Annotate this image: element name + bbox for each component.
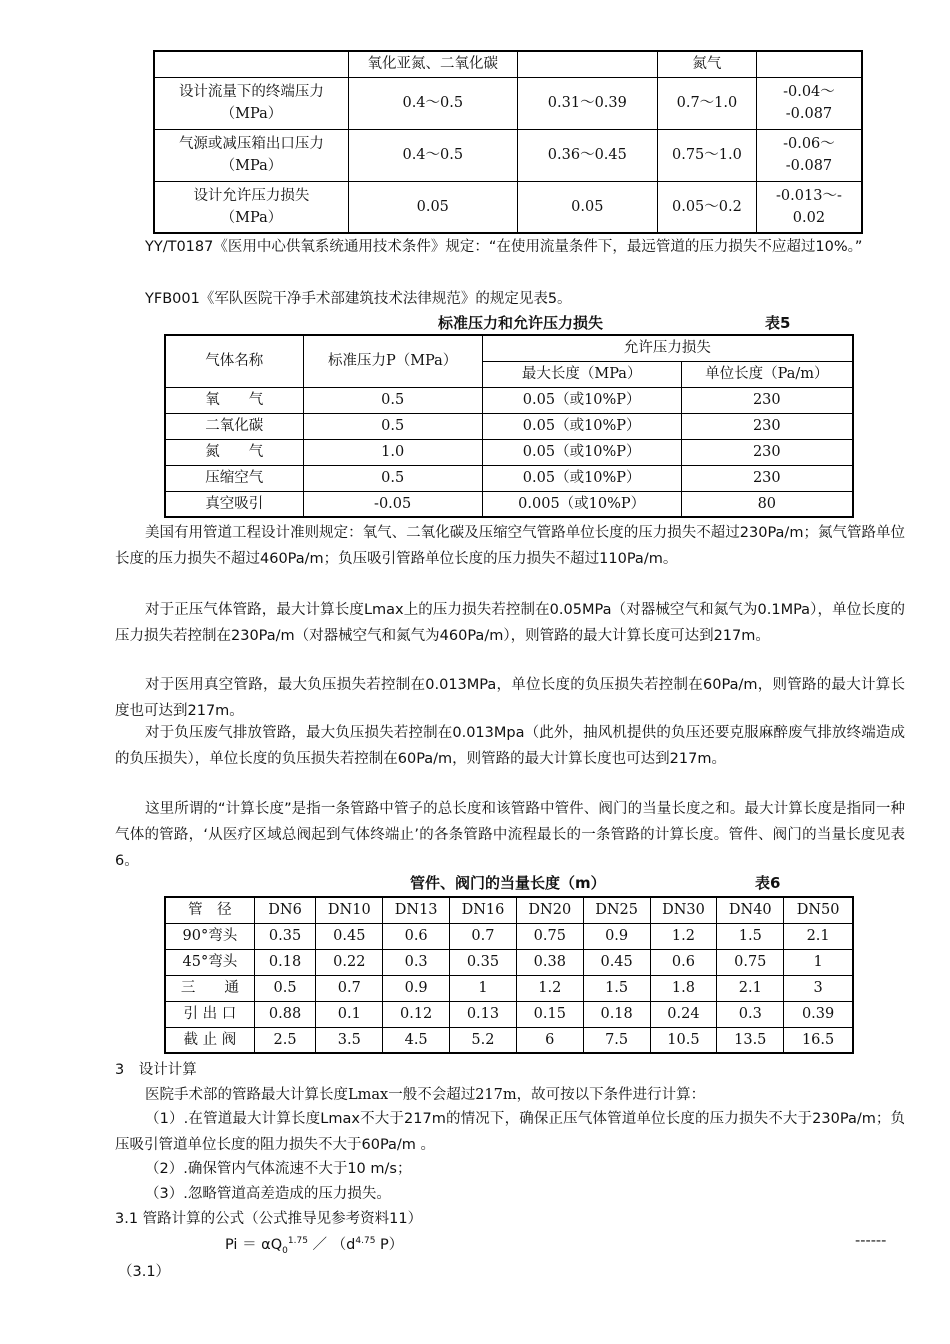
table-row	[154, 181, 862, 233]
table-cell: 1.2	[516, 975, 583, 1001]
table-cell: 0.05～0.2	[657, 181, 756, 233]
table-cell: 0.24	[650, 1001, 717, 1027]
table-cell: 0.9	[383, 975, 450, 1001]
table-cell: 0.05（或10%P）	[482, 387, 681, 413]
table-cell: 13.5	[717, 1027, 784, 1053]
table5-number: 表5	[765, 314, 791, 332]
table-row	[165, 975, 853, 1001]
row-label: 设计流量下的终端压力 （MPa）	[154, 77, 348, 129]
list-item-1: （1）.在管道最大计算长度Lmax不大于217m的情况下，确保正压气体管道单位长度的压力损失不大于230Pa/m；负压吸引管道单位长度的阻力损失不大于60Pa/m 。	[115, 1111, 905, 1153]
table-cell: 0.5	[303, 465, 482, 491]
table-cell: 0.5	[303, 413, 482, 439]
table-cell: 0.5	[254, 975, 316, 1001]
table5-header-max: 最大长度（MPa）	[482, 361, 681, 387]
table-cell: 0.05（或10%P）	[482, 465, 681, 491]
table-row	[165, 1027, 853, 1053]
table-cell: -0.05	[303, 491, 482, 517]
table-row	[165, 491, 853, 517]
table-cell: 3	[784, 975, 853, 1001]
top-table	[153, 50, 863, 234]
table-cell: 0.88	[254, 1001, 316, 1027]
table-row	[165, 1001, 853, 1027]
table-cell: 230	[681, 439, 853, 465]
table-cell: 1	[784, 949, 853, 975]
table-cell: 0.05（或10%P）	[482, 413, 681, 439]
table-cell: 0.05（或10%P）	[482, 439, 681, 465]
paragraph-us-guideline: 美国有用管道工程设计准则规定：氧气、二氧化碳及压缩空气管路单位长度的压力损失不超过230Pa/m；氮气管路单位长度的压力损失不超过460Pa/m；负压吸引管路单位长度的压力损失不超过110Pa/m。	[115, 525, 905, 567]
table-row	[154, 129, 862, 181]
table-cell: 1	[450, 975, 517, 1001]
table-cell: 0.75～1.0	[657, 129, 756, 181]
section-heading-3-1: 3.1 管路计算的公式（公式推导见参考资料11）	[115, 1211, 423, 1227]
table-cell: 0.9	[583, 923, 650, 949]
row-label: 三 通	[165, 975, 254, 1001]
table-cell: 0.05	[348, 181, 517, 233]
table6-header-cell: DN16	[450, 897, 517, 923]
table-cell: 0.6	[383, 923, 450, 949]
list-item-2: （2）.确保管内气体流速不大于10 m/s；	[145, 1161, 412, 1177]
table-cell: 1.8	[650, 975, 717, 1001]
table5-caption: 标准压力和允许压力损失	[438, 314, 604, 332]
table6-header-cell: DN30	[650, 897, 717, 923]
table6-header-cell: DN10	[316, 897, 383, 923]
table5-header-gas: 气体名称	[165, 335, 303, 387]
table-cell: 7.5	[583, 1027, 650, 1053]
paragraph-vacuum: 对于医用真空管路，最大负压损失若控制在0.013MPa，单位长度的负压损失若控制在60Pa/m，则管路的最大计算长度也可达到217m。	[115, 677, 905, 719]
table-cell: 16.5	[784, 1027, 853, 1053]
table-cell: 1.0	[303, 439, 482, 465]
row-label: 气源或减压箱出口压力 （MPa）	[154, 129, 348, 181]
table-cell: 0.3	[383, 949, 450, 975]
table-cell: -0.04～ -0.087	[756, 77, 862, 129]
table-cell: 2.1	[784, 923, 853, 949]
table-cell: 0.35	[450, 949, 517, 975]
table-cell: 0.36～0.45	[517, 129, 657, 181]
table-cell: 0.1	[316, 1001, 383, 1027]
top-table-header-cell	[154, 51, 348, 77]
table6-header-cell: DN40	[717, 897, 784, 923]
table-cell: 氧 气	[165, 387, 303, 413]
equation-number: （3.1）	[118, 1264, 171, 1280]
paragraph-positive-pressure: 对于正压气体管路，最大计算长度Lmax上的压力损失若控制在0.05MPa（对器械空气和氮气为0.1MPa），单位长度的压力损失若控制在230Pa/m（对器械空气和氮气为460Pa/m），则管路的最大计算长度可达到217m。	[115, 602, 905, 644]
table-cell: 2.5	[254, 1027, 316, 1053]
table-cell: 0.4～0.5	[348, 77, 517, 129]
table-cell: 0.05	[517, 181, 657, 233]
paragraph-yfb001: YFB001《军队医院干净手术部建筑技术法律规范》的规定见表5。	[145, 291, 572, 307]
table-row	[154, 77, 862, 129]
table-cell: 0.35	[254, 923, 316, 949]
table-cell: 230	[681, 387, 853, 413]
table-row	[165, 387, 853, 413]
top-table-header-cell: 氧化亚氮、二氧化碳	[348, 51, 517, 77]
row-label: 引 出 口	[165, 1001, 254, 1027]
row-label: 45°弯头	[165, 949, 254, 975]
table5	[164, 334, 854, 518]
section-heading-3: 3 设计计算	[115, 1062, 197, 1078]
row-label: 设计允许压力损失 （MPa）	[154, 181, 348, 233]
table-cell: 0.7	[450, 923, 517, 949]
table-row	[165, 923, 853, 949]
row-label: 90°弯头	[165, 923, 254, 949]
table6-header-cell: DN25	[583, 897, 650, 923]
table6-header-cell: DN50	[784, 897, 853, 923]
paragraph-calc-conditions: 医院手术部的管路最大计算长度Lmax一般不会超过217m，故可按以下条件进行计算：	[145, 1087, 706, 1103]
table-cell: 0.75	[717, 949, 784, 975]
paragraph-yy-t0187: YY/T0187《医用中心供氧系统通用技术条件》规定：“在使用流量条件下，最远管道的压力损失不应超过10%。”	[145, 239, 863, 255]
table-cell: 230	[681, 413, 853, 439]
formula: $Pi = \alpha Q_0^{1.75}$ ／ （$d^{4.75}$ P）	[225, 1236, 404, 1256]
table-cell: 0.45	[316, 923, 383, 949]
table6-caption: 管件、阀门的当量长度（m）	[410, 874, 606, 892]
top-table-header-cell	[756, 51, 862, 77]
table6-header-cell: 管 径	[165, 897, 254, 923]
table6-header-cell: DN6	[254, 897, 316, 923]
table-cell: 1.2	[650, 923, 717, 949]
table-cell: 0.3	[717, 1001, 784, 1027]
table-cell: 0.7	[316, 975, 383, 1001]
table-cell: -0.06～ -0.087	[756, 129, 862, 181]
table5-header-allow: 允许压力损失	[482, 335, 853, 361]
table-cell: 1.5	[583, 975, 650, 1001]
table-cell: 0.13	[450, 1001, 517, 1027]
table-cell: 0.18	[583, 1001, 650, 1027]
table-cell: -0.013～- 0.02	[756, 181, 862, 233]
table-cell: 80	[681, 491, 853, 517]
top-table-header-cell: 氮气	[657, 51, 756, 77]
table-cell: 二氧化碳	[165, 413, 303, 439]
table5-header-pressure: 标准压力P（MPa）	[303, 335, 482, 387]
table-cell: 0.12	[383, 1001, 450, 1027]
table-cell: 0.6	[650, 949, 717, 975]
table-cell: 0.22	[316, 949, 383, 975]
table-cell: 0.005（或10%P）	[482, 491, 681, 517]
table-cell: 1.5	[717, 923, 784, 949]
table-cell: 压缩空气	[165, 465, 303, 491]
paragraph-calc-length: 这里所谓的“计算长度”是指一条管路中管子的总长度和该管路中管件、阀门的当量长度之和。最大计算长度是指同一种气体的管路，‘从医疗区域总阀起到气体终端止’的各条管路中流程最长的一条管路的计算长度。管件、阀门的当量长度见表6。	[115, 801, 905, 869]
list-item-3: （3）.忽略管道高差造成的压力损失。	[145, 1186, 391, 1202]
table-cell: 0.18	[254, 949, 316, 975]
table-cell: 0.75	[516, 923, 583, 949]
table-cell: 4.5	[383, 1027, 450, 1053]
table-cell: 0.5	[303, 387, 482, 413]
table5-header-unit: 单位长度（Pa/m）	[681, 361, 853, 387]
formula-dashes: ------	[855, 1233, 887, 1249]
table-cell: 氮 气	[165, 439, 303, 465]
table-cell: 230	[681, 465, 853, 491]
table-cell: 0.38	[516, 949, 583, 975]
table-cell: 10.5	[650, 1027, 717, 1053]
table-row	[165, 465, 853, 491]
table-cell: 0.7～1.0	[657, 77, 756, 129]
table6-header-cell: DN20	[516, 897, 583, 923]
table-cell: 0.31～0.39	[517, 77, 657, 129]
table-row	[165, 439, 853, 465]
table-cell: 0.15	[516, 1001, 583, 1027]
table-row	[165, 413, 853, 439]
table-row	[165, 949, 853, 975]
row-label: 截 止 阀	[165, 1027, 254, 1053]
table-cell: 0.45	[583, 949, 650, 975]
table6	[164, 896, 854, 1054]
table-cell: 5.2	[450, 1027, 517, 1053]
table6-header-cell: DN13	[383, 897, 450, 923]
table-cell: 0.4～0.5	[348, 129, 517, 181]
table6-number: 表6	[755, 874, 781, 892]
paragraph-waste-gas: 对于负压废气排放管路，最大负压损失若控制在0.013Mpa（此外，抽风机提供的负压还要克服麻醉废气排放终端造成的负压损失），单位长度的负压损失若控制在60Pa/m，则管路的最大计算长度也可达到217m。	[115, 725, 905, 767]
table-cell: 3.5	[316, 1027, 383, 1053]
table-cell: 2.1	[717, 975, 784, 1001]
table-cell: 0.39	[784, 1001, 853, 1027]
top-table-header-cell	[517, 51, 657, 77]
table-cell: 真空吸引	[165, 491, 303, 517]
table-cell: 6	[516, 1027, 583, 1053]
